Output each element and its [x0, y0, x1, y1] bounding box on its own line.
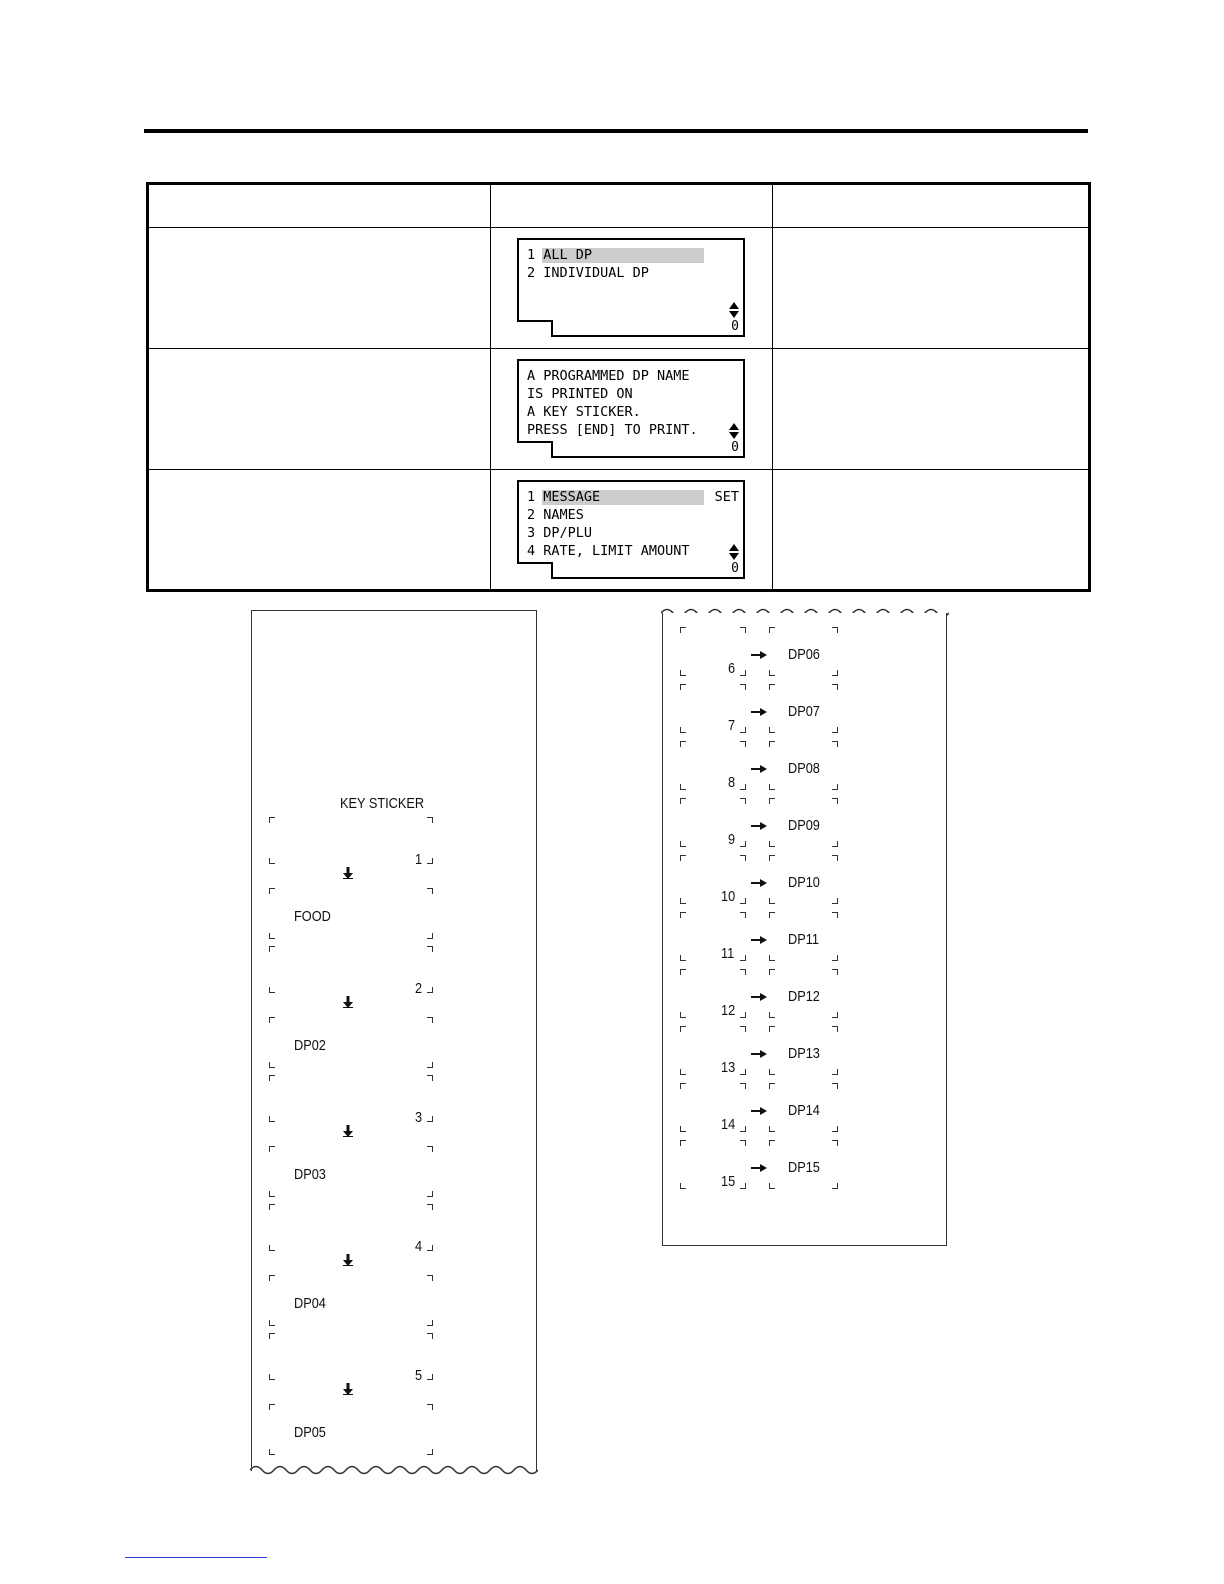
sticker-corner-mark — [740, 684, 746, 690]
lcd-line: 1 ALL DP — [527, 247, 593, 263]
sticker-corner-mark — [832, 1183, 838, 1189]
sticker-corner-mark — [427, 1275, 433, 1281]
sticker-corner-mark — [832, 969, 838, 975]
lcd-line: 3 DP/PLU — [527, 525, 593, 541]
sticker-corner-mark — [769, 1083, 775, 1089]
sticker-number: 11 — [721, 945, 735, 962]
right-arrow-icon — [751, 936, 767, 944]
sticker-dp-name: DP07 — [788, 703, 820, 720]
sticker-corner-mark — [269, 858, 275, 864]
sticker-corner-mark — [740, 727, 746, 733]
sticker-corner-mark — [832, 912, 838, 918]
sticker-corner-mark — [769, 969, 775, 975]
down-arrow-icon — [343, 1254, 353, 1266]
sticker-corner-mark — [769, 955, 775, 961]
sticker-dp-name: DP14 — [788, 1102, 820, 1119]
lcd-line: A KEY STICKER. — [527, 404, 641, 420]
table-divider — [149, 469, 1088, 470]
sticker-corner-mark — [740, 1026, 746, 1032]
lcd-counter: 0 — [551, 441, 745, 458]
sticker-corner-mark — [269, 1320, 275, 1326]
sticker-corner-mark — [269, 1374, 275, 1380]
sticker-corner-mark — [269, 1449, 275, 1455]
sticker-corner-mark — [832, 898, 838, 904]
sticker-number: 12 — [721, 1002, 736, 1019]
sticker-corner-mark — [832, 798, 838, 804]
down-arrow-icon — [343, 867, 353, 879]
lcd-display-1 — [517, 238, 745, 334]
sticker-corner-mark — [832, 1012, 838, 1018]
lcd-line: PRESS [END] TO PRINT. — [527, 422, 698, 438]
sticker-corner-mark — [832, 1069, 838, 1075]
sticker-corner-mark — [680, 1069, 686, 1075]
sticker-corner-mark — [680, 727, 686, 733]
sticker-corner-mark — [740, 1183, 746, 1189]
sticker-corner-mark — [680, 784, 686, 790]
sticker-dp-name: DP10 — [788, 874, 820, 891]
sticker-corner-mark — [269, 1075, 275, 1081]
sticker-corner-mark — [769, 627, 775, 633]
lcd-counter: 0 — [551, 562, 745, 579]
right-arrow-icon — [751, 879, 767, 887]
lcd-counter: 0 — [551, 320, 745, 337]
sticker-corner-mark — [427, 1075, 433, 1081]
sticker-dp-name: DP11 — [788, 931, 819, 948]
sticker-corner-mark — [769, 727, 775, 733]
sticker-corner-mark — [680, 798, 686, 804]
sticker-dp-name: DP08 — [788, 760, 820, 777]
sticker-number: 7 — [728, 717, 736, 734]
sticker-corner-mark — [680, 670, 686, 676]
lcd-screen — [517, 238, 745, 322]
sticker-corner-mark — [680, 627, 686, 633]
sticker-corner-mark — [427, 1017, 433, 1023]
lcd-line: 4 RATE, LIMIT AMOUNT — [527, 543, 690, 559]
sticker-corner-mark — [680, 741, 686, 747]
sticker-corner-mark — [769, 912, 775, 918]
sticker-corner-mark — [680, 841, 686, 847]
sticker-dp-name: DP15 — [788, 1159, 820, 1176]
sticker-corner-mark — [427, 817, 433, 823]
sticker-corner-mark — [269, 987, 275, 993]
sticker-number: 8 — [728, 774, 736, 791]
sticker-corner-mark — [269, 817, 275, 823]
sticker-number: 2 — [415, 980, 423, 997]
sticker-dp-name: FOOD — [294, 908, 331, 925]
sticker-corner-mark — [269, 1116, 275, 1122]
sticker-dp-name: DP12 — [788, 988, 820, 1005]
sticker-corner-mark — [269, 1146, 275, 1152]
sticker-corner-mark — [769, 841, 775, 847]
sticker-corner-mark — [269, 933, 275, 939]
sticker-corner-mark — [740, 1069, 746, 1075]
right-arrow-icon — [751, 708, 767, 716]
sticker-corner-mark — [269, 1245, 275, 1251]
sticker-corner-mark — [427, 1191, 433, 1197]
sticker-corner-mark — [769, 1012, 775, 1018]
sticker-corner-mark — [740, 1126, 746, 1132]
header-rule — [144, 129, 1088, 133]
sticker-corner-mark — [832, 741, 838, 747]
sticker-corner-mark — [680, 969, 686, 975]
sticker-corner-mark — [680, 1126, 686, 1132]
sticker-dp-name: DP05 — [294, 1424, 326, 1441]
right-arrow-icon — [751, 1164, 767, 1172]
sticker-corner-mark — [740, 855, 746, 861]
table-divider — [149, 348, 1088, 349]
table-divider — [772, 185, 773, 589]
sticker-dp-name: DP02 — [294, 1037, 326, 1054]
sticker-corner-mark — [427, 1374, 433, 1380]
sticker-corner-mark — [740, 741, 746, 747]
right-arrow-icon — [751, 822, 767, 830]
sticker-dp-name: DP13 — [788, 1045, 820, 1062]
sticker-number: 4 — [415, 1238, 423, 1255]
sticker-corner-mark — [740, 1083, 746, 1089]
table-divider — [490, 185, 491, 589]
sticker-corner-mark — [427, 858, 433, 864]
sticker-number: 13 — [721, 1059, 736, 1076]
sticker-corner-mark — [769, 684, 775, 690]
sticker-corner-mark — [769, 1126, 775, 1132]
sticker-corner-mark — [832, 855, 838, 861]
sticker-number: 5 — [415, 1367, 423, 1384]
sticker-dp-name: DP09 — [788, 817, 820, 834]
scroll-arrows-icon — [729, 302, 739, 318]
down-arrow-icon — [343, 1383, 353, 1395]
sticker-corner-mark — [769, 1069, 775, 1075]
sticker-corner-mark — [769, 784, 775, 790]
sticker-corner-mark — [427, 946, 433, 952]
sticker-corner-mark — [832, 841, 838, 847]
right-arrow-icon — [751, 1107, 767, 1115]
sticker-corner-mark — [427, 987, 433, 993]
sticker-corner-mark — [769, 798, 775, 804]
sticker-corner-mark — [680, 1140, 686, 1146]
sticker-corner-mark — [769, 1140, 775, 1146]
sticker-corner-mark — [740, 784, 746, 790]
sticker-corner-mark — [269, 1204, 275, 1210]
sticker-number: 3 — [415, 1109, 423, 1126]
sticker-corner-mark — [680, 1012, 686, 1018]
sticker-corner-mark — [769, 741, 775, 747]
sticker-corner-mark — [269, 1062, 275, 1068]
sticker-corner-mark — [740, 841, 746, 847]
sticker-corner-mark — [269, 1191, 275, 1197]
tear-edge-icon — [250, 1462, 538, 1478]
sticker-corner-mark — [269, 1017, 275, 1023]
lcd-line: 1 MESSAGE — [527, 489, 601, 505]
sticker-corner-mark — [680, 1026, 686, 1032]
sticker-corner-mark — [427, 1146, 433, 1152]
sticker-corner-mark — [740, 955, 746, 961]
sticker-corner-mark — [769, 1026, 775, 1032]
sticker-number: 10 — [721, 888, 736, 905]
sticker-corner-mark — [832, 670, 838, 676]
sticker-corner-mark — [427, 1245, 433, 1251]
sticker-corner-mark — [832, 627, 838, 633]
sticker-corner-mark — [740, 798, 746, 804]
sticker-corner-mark — [832, 1026, 838, 1032]
sticker-corner-mark — [680, 955, 686, 961]
sticker-corner-mark — [680, 1183, 686, 1189]
down-arrow-icon — [343, 996, 353, 1008]
sticker-dp-name: DP03 — [294, 1166, 326, 1183]
sticker-number: 9 — [728, 831, 736, 848]
sticker-corner-mark — [769, 670, 775, 676]
receipt-title: KEY STICKER — [340, 795, 425, 812]
sticker-corner-mark — [269, 946, 275, 952]
sticker-corner-mark — [740, 1140, 746, 1146]
down-arrow-icon — [343, 1125, 353, 1137]
sticker-corner-mark — [832, 684, 838, 690]
sticker-corner-mark — [740, 627, 746, 633]
sticker-corner-mark — [427, 1333, 433, 1339]
sticker-number: 15 — [721, 1173, 736, 1190]
sticker-corner-mark — [680, 684, 686, 690]
sticker-corner-mark — [269, 1275, 275, 1281]
sticker-corner-mark — [740, 670, 746, 676]
right-arrow-icon — [751, 1050, 767, 1058]
lcd-screen — [517, 480, 745, 564]
sticker-corner-mark — [769, 1183, 775, 1189]
sticker-corner-mark — [740, 898, 746, 904]
receipt-key-sticker — [251, 610, 537, 1471]
sticker-number: 1 — [415, 851, 423, 868]
lcd-line: IS PRINTED ON — [527, 386, 633, 402]
sticker-corner-mark — [832, 727, 838, 733]
lcd-display-3 — [517, 480, 745, 576]
sticker-dp-name: DP06 — [788, 646, 820, 663]
sticker-corner-mark — [427, 1204, 433, 1210]
sticker-corner-mark — [680, 855, 686, 861]
footer-link-rule — [125, 1557, 267, 1558]
sticker-corner-mark — [427, 1116, 433, 1122]
sticker-corner-mark — [832, 1083, 838, 1089]
right-arrow-icon — [751, 765, 767, 773]
sticker-corner-mark — [427, 1320, 433, 1326]
lcd-line: 2 INDIVIDUAL DP — [527, 265, 649, 281]
right-arrow-icon — [751, 651, 767, 659]
sticker-corner-mark — [832, 1140, 838, 1146]
sticker-corner-mark — [680, 1083, 686, 1089]
sticker-corner-mark — [769, 898, 775, 904]
sticker-number: 14 — [721, 1116, 736, 1133]
sticker-corner-mark — [427, 888, 433, 894]
sticker-corner-mark — [269, 888, 275, 894]
sticker-number: 6 — [728, 660, 736, 677]
sticker-corner-mark — [427, 1062, 433, 1068]
receipt-key-sticker-continued — [662, 613, 947, 1246]
sticker-corner-mark — [427, 1449, 433, 1455]
sticker-dp-name: DP04 — [294, 1295, 326, 1312]
set-label: SET — [714, 489, 739, 505]
sticker-corner-mark — [269, 1404, 275, 1410]
right-arrow-icon — [751, 993, 767, 1001]
sticker-corner-mark — [832, 1126, 838, 1132]
sticker-corner-mark — [832, 955, 838, 961]
sticker-corner-mark — [680, 912, 686, 918]
sticker-corner-mark — [740, 912, 746, 918]
lcd-display-2 — [517, 359, 745, 455]
sticker-corner-mark — [680, 898, 686, 904]
sticker-corner-mark — [740, 1012, 746, 1018]
sticker-corner-mark — [427, 1404, 433, 1410]
table-divider — [149, 227, 1088, 228]
scroll-arrows-icon — [729, 544, 739, 560]
lcd-line: 2 NAMES — [527, 507, 584, 523]
sticker-corner-mark — [269, 1333, 275, 1339]
sticker-corner-mark — [832, 784, 838, 790]
sticker-corner-mark — [427, 933, 433, 939]
sticker-corner-mark — [740, 969, 746, 975]
lcd-line: A PROGRAMMED DP NAME — [527, 368, 690, 384]
lcd-screen — [517, 359, 745, 443]
sticker-corner-mark — [769, 855, 775, 861]
scroll-arrows-icon — [729, 423, 739, 439]
